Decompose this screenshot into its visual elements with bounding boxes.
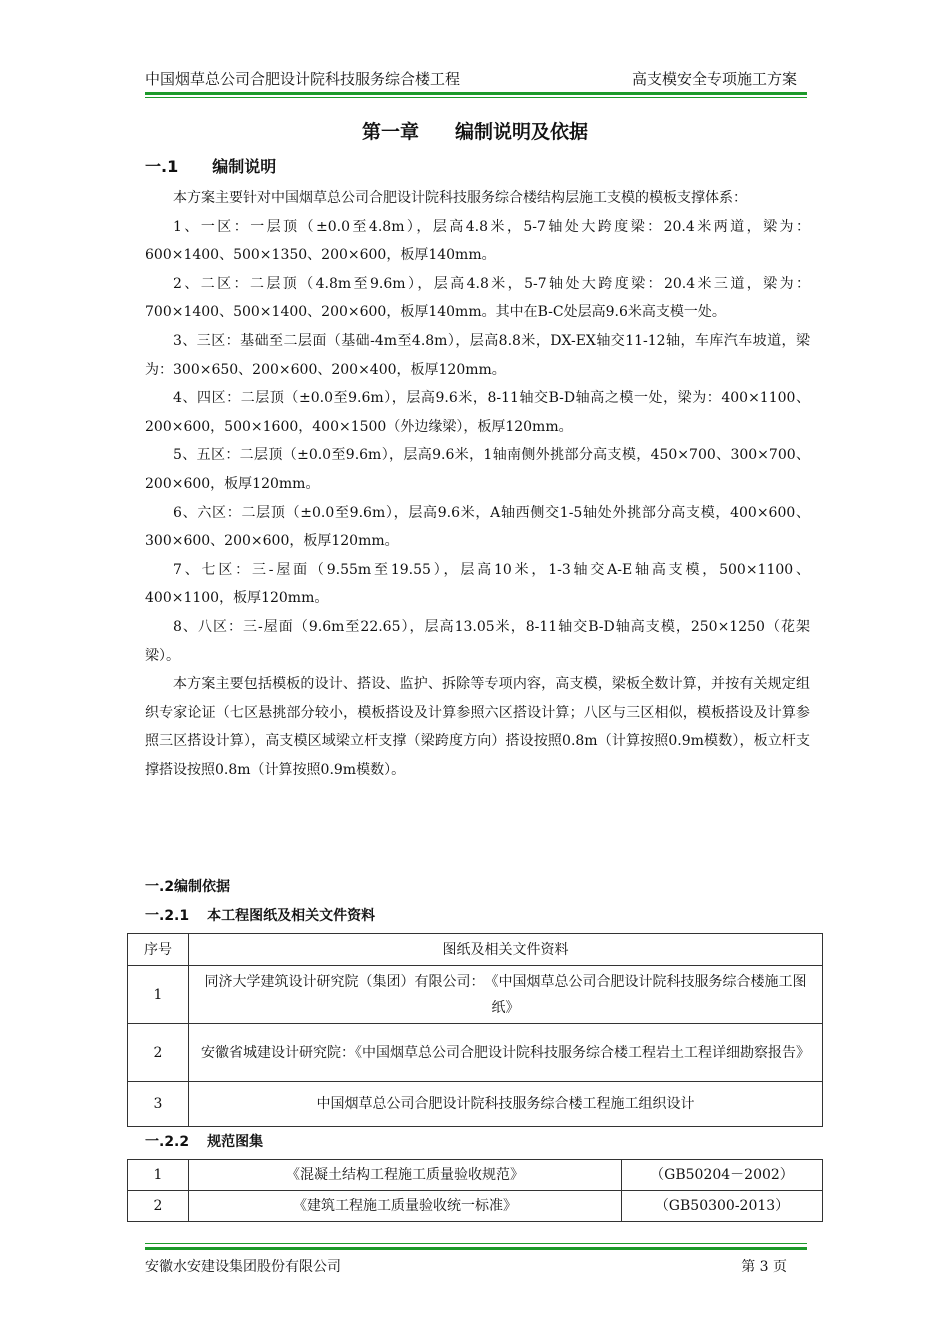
- table-cell-no: 2: [128, 1024, 189, 1082]
- paragraph-intro: 本方案主要针对中国烟草总公司合肥设计院科技服务综合楼结构层施工支模的模板支撑体系：: [173, 190, 747, 206]
- paragraph-zone-8: 8、八区：三-屋面（9.6m至22.65），层高13.05米，8-11轴交B-D轴高支模，250×1250（花架梁）。: [145, 618, 810, 664]
- section-heading-1-1: [145, 154, 276, 177]
- drawings-table: [127, 933, 823, 1127]
- section-number: 一.2.1: [145, 908, 190, 924]
- table-row: [128, 1082, 823, 1127]
- table-cell-text: 安徽省城建设计研究院：《中国烟草总公司合肥设计院科技服务综合楼工程岩土工程详细勘察报告》: [189, 1024, 823, 1082]
- header-project-title: 中国烟草总公司合肥设计院科技服务综合楼工程: [145, 70, 461, 88]
- table-row: [128, 1160, 823, 1191]
- chapter-title: [0, 117, 950, 144]
- table-row: [128, 1024, 823, 1082]
- footer-rule-thick: [145, 1247, 807, 1250]
- table-cell-text: 同济大学建筑设计研究院（集团）有限公司： 《中国烟草总公司合肥设计院科技服务综合楼施工图纸》: [189, 966, 823, 1024]
- section-number: 一.1: [145, 157, 179, 176]
- table-row: [128, 1191, 823, 1222]
- table-cell-no: 2: [128, 1191, 189, 1222]
- table-row: [128, 966, 823, 1024]
- section-title: 规范图集: [207, 1134, 264, 1150]
- table-cell-name: 《建筑工程施工质量验收统一标准》: [189, 1191, 622, 1222]
- table-cell-no: 1: [128, 1160, 189, 1191]
- section-body: [145, 184, 810, 784]
- table-cell-name: 《混凝土结构工程施工质量验收规范》: [189, 1160, 622, 1191]
- header-rule-thin: [145, 97, 807, 98]
- standards-table: [127, 1159, 823, 1222]
- section-heading-1-2-2: [145, 1131, 263, 1151]
- page-number: 第 3 页: [741, 1259, 787, 1275]
- chapter-number: 第一章: [361, 121, 419, 143]
- table-cell-code: （GB50300-2013）: [622, 1191, 823, 1222]
- paragraph-zone-3: 3、三区：基础至二层面（基础-4m至4.8m），层高8.8米，DX-EX轴交11-12轴，车库汽车坡道，梁为：300×650、200×600、200×400，板厚120mm。: [145, 332, 810, 378]
- section-title: 本工程图纸及相关文件资料: [207, 908, 376, 924]
- section-title: 一.2编制依据: [145, 879, 231, 895]
- paragraph-zone-6: 6、六区：二层顶（±0.0至9.6m），层高9.6米，A轴西侧交1-5轴处外挑部分高支模，400×600、300×600、200×600，板厚120mm。: [145, 504, 810, 550]
- header-doc-title: 高支模安全专项施工方案: [631, 70, 797, 88]
- paragraph-zone-7: 7、七区：三-屋面（9.55m至19.55），层高10米，1-3轴交A-E轴高支模，500×1100、400×1100，板厚120mm。: [145, 561, 810, 607]
- table-header-row: [128, 934, 823, 966]
- paragraph-zone-1: 1、一区：一层顶（±0.0至4.8m），层高4.8米，5-7轴处大跨度梁：20.4米两道，梁为：600×1400、500×1350、200×600，板厚140mm。: [145, 218, 810, 264]
- table-cell-code: （GB50204－2002）: [622, 1160, 823, 1191]
- footer-company: 安徽水安建设集团股份有限公司: [145, 1259, 341, 1275]
- footer-rule-thin: [145, 1243, 807, 1244]
- table-cell-no: 1: [128, 966, 189, 1024]
- paragraph-zone-5: 5、五区：二层顶（±0.0至9.6m），层高9.6米，1轴南侧外挑部分高支模，450×700、300×700、200×600，板厚120mm。: [145, 447, 810, 492]
- section-heading-1-2-1: [145, 905, 375, 925]
- section-number: 一.2.2: [145, 1134, 190, 1150]
- table-cell-no: 3: [128, 1082, 189, 1127]
- table-cell-text: 中国烟草总公司合肥设计院科技服务综合楼工程施工组织设计: [189, 1082, 823, 1127]
- section-heading-1-2: [145, 876, 230, 896]
- section-title: 编制说明: [212, 157, 277, 176]
- table-header-cell: 序号: [128, 934, 189, 966]
- paragraph-zone-2: 2、二区：二层顶（4.8m至9.6m），层高4.8米，5-7轴处大跨度梁：20.4米三道，梁为：700×1400、500×1400、200×600，板厚140mm。其中在B-C处层高9.6米高支模一处。: [145, 275, 810, 321]
- chapter-name: 编制说明及依据: [455, 121, 589, 143]
- paragraph-summary: 本方案主要包括模板的设计、搭设、监护、拆除等专项内容，高支模，梁板全数计算，并按有关规定组织专家论证（七区悬挑部分较小，模板搭设及计算参照六区搭设计算；八区与三区相似，模板搭设及计算参照三区搭设计算），高支模区域梁立杆支撑（梁跨度方向）搭设按照0.8m（计算按照0.9m模数），板立杆支撑搭设按照0.8m（计算按照0.9m模数）。: [145, 676, 810, 778]
- paragraph-zone-4: 4、四区：二层顶（±0.0至9.6m），层高9.6米，8-11轴交B-D轴高之模一处，梁为：400×1100、200×600，500×1600，400×1500（外边缘梁），板厚120mm。: [145, 390, 810, 435]
- header-rule-thick: [145, 92, 807, 95]
- table-header-cell: 图纸及相关文件资料: [189, 934, 823, 966]
- page-header: [145, 66, 807, 90]
